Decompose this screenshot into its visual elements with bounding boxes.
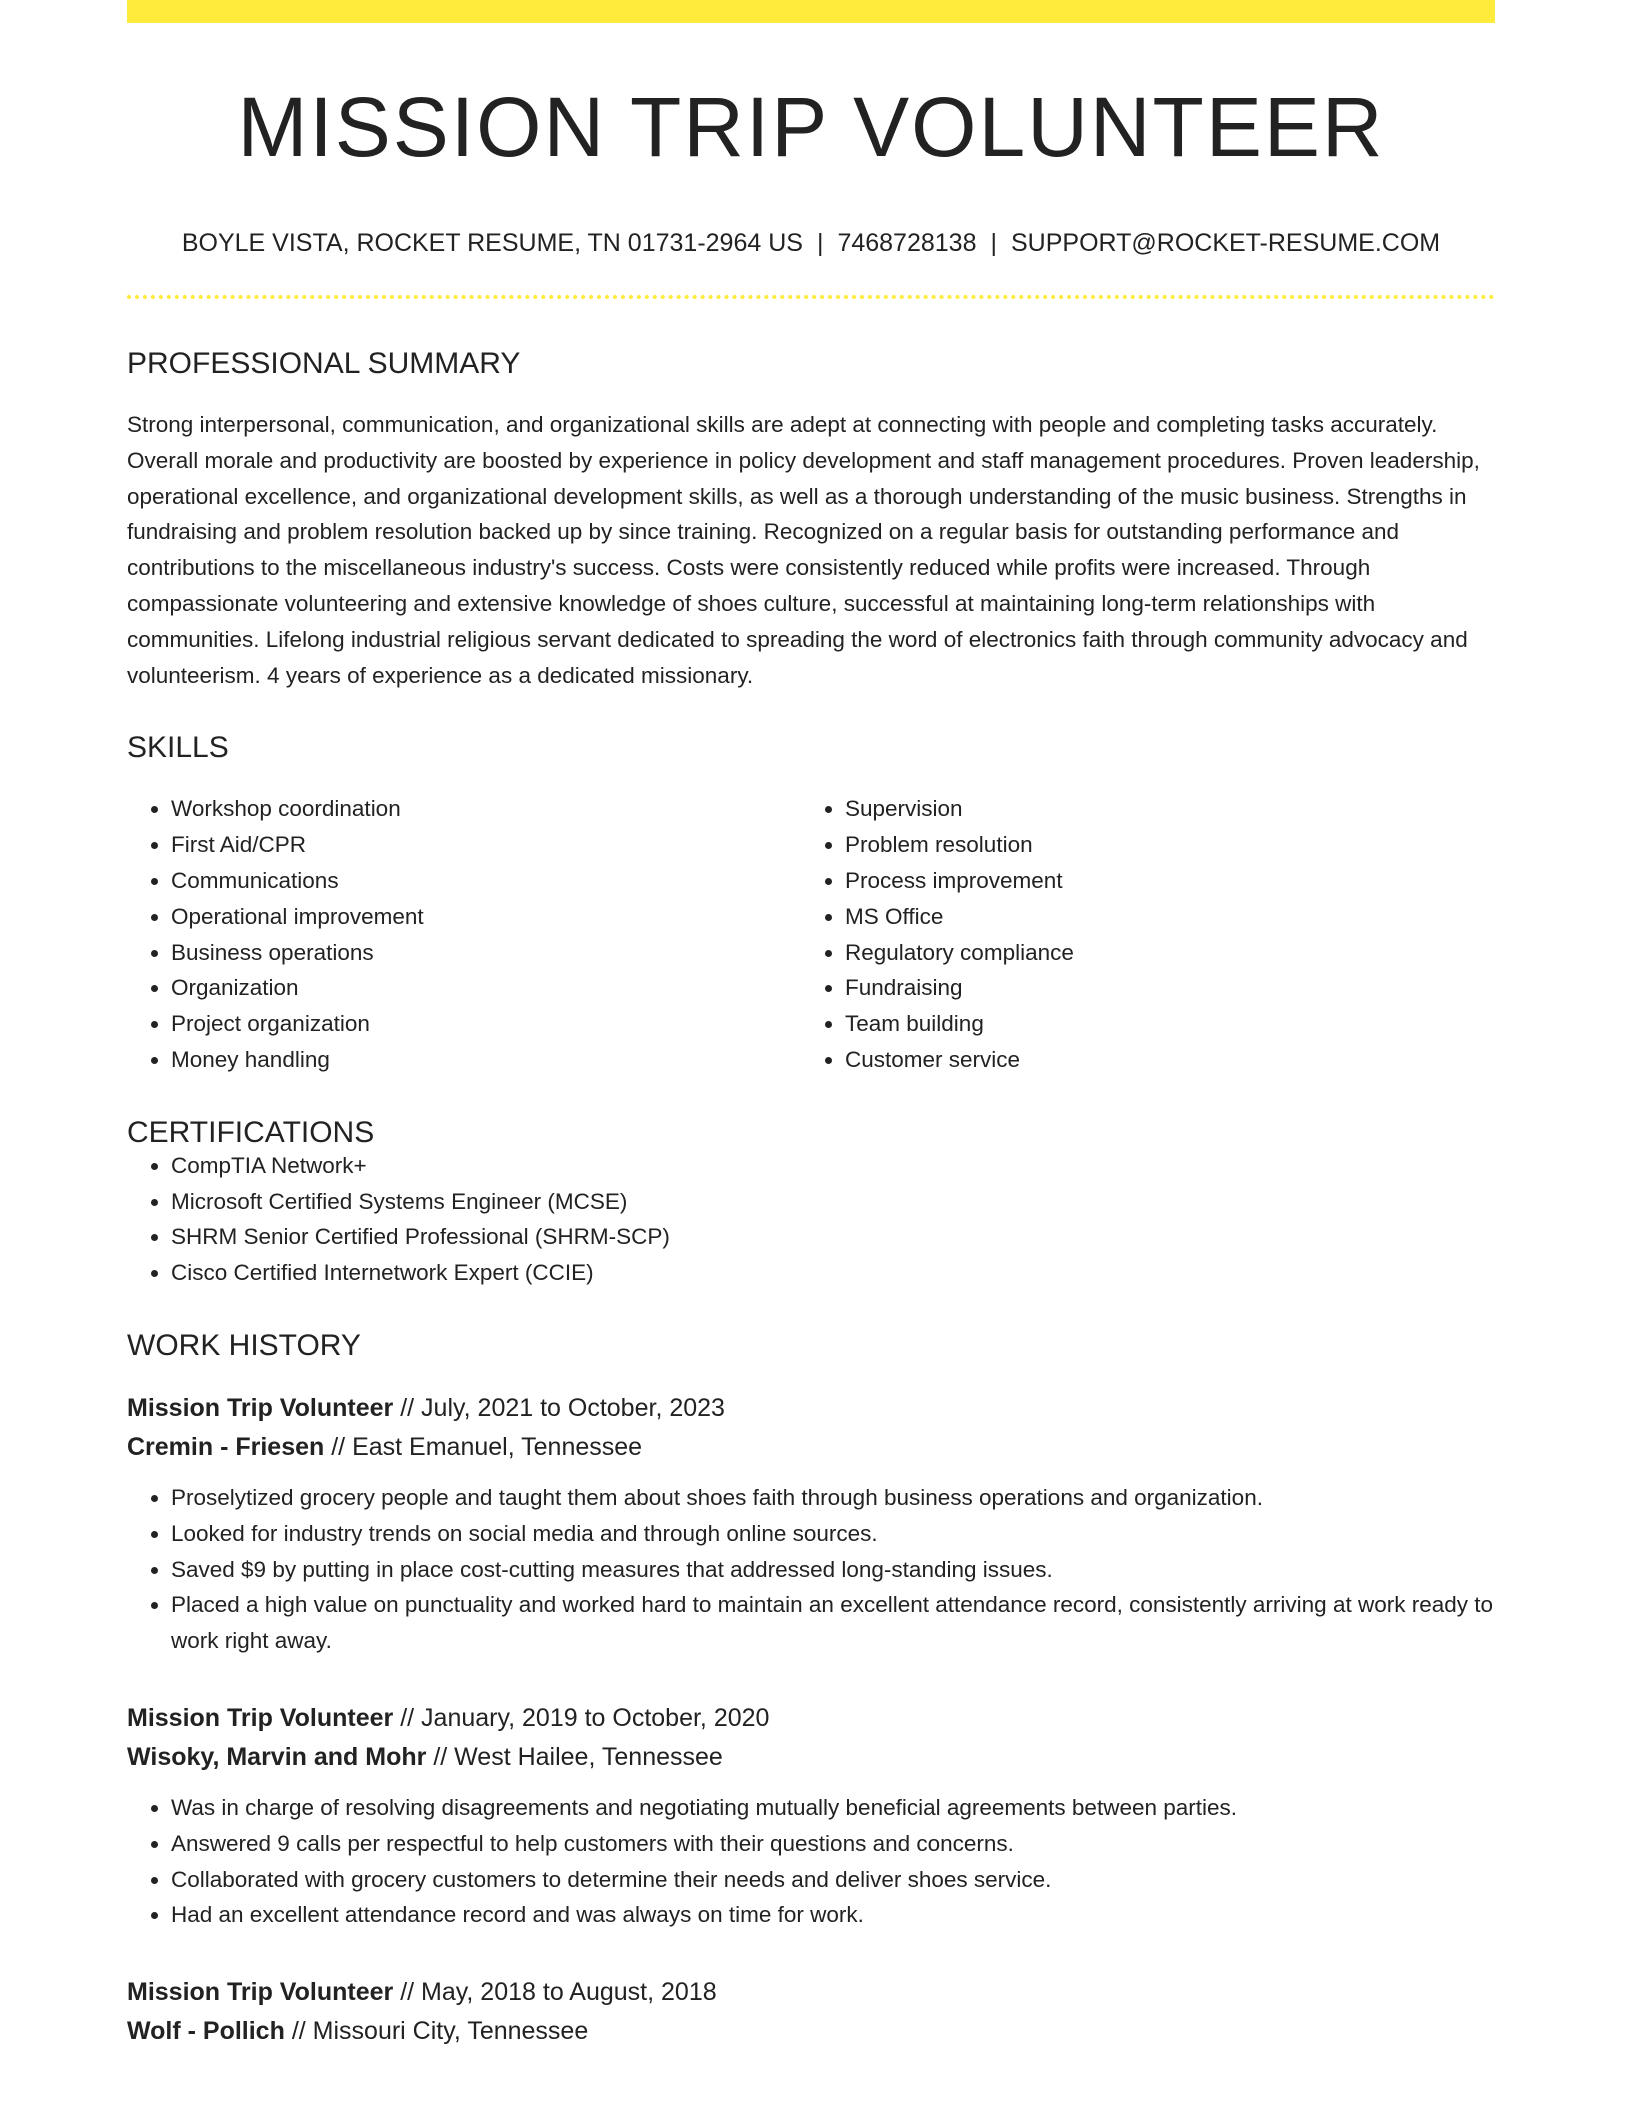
certifications-heading: CERTIFICATIONS (127, 1115, 375, 1149)
job-entry (127, 1973, 1495, 2051)
dotted-divider (127, 295, 1495, 299)
contact-email[interactable]: SUPPORT@ROCKET-RESUME.COM (1010, 229, 1441, 257)
job-dates: // May, 2018 to August, 2018 (400, 1978, 717, 2007)
job-duty-item: • Proselytized grocery people and taught them about shoes faith through business operations and organization. (171, 1480, 1495, 1516)
job-company: Wolf - Pollich (127, 2017, 285, 2046)
resume-page (127, 0, 1495, 2051)
job-company-line (127, 2012, 1495, 2051)
skills-column-right (801, 791, 1475, 1077)
skills-grid (127, 791, 1495, 1077)
job-duties (127, 1790, 1495, 1933)
skill-item: • Regulatory compliance (845, 935, 1475, 971)
job-company: Cremin - Friesen (127, 1432, 325, 1461)
job-role-line (127, 1389, 1495, 1428)
contact-separator: | (816, 229, 824, 257)
job-duty-item: • Looked for industry trends on social media and through online sources. (171, 1516, 1495, 1552)
job-dates: // January, 2019 to October, 2020 (400, 1703, 770, 1732)
skill-item: • Process improvement (845, 863, 1475, 899)
job-company-line (127, 1428, 1495, 1467)
job-company: Wisoky, Marvin and Mohr (127, 1742, 427, 1771)
summary-text: Strong interpersonal, communication, and organizational skills are adept at connecting with people and completing tasks accurately. Overall morale and productivity are boosted by experience in policy development and staff management procedures. Proven leadership, operational excellence, and organizational development skills, as well as a thorough understanding of the music business. Strengths in fundraising and problem resolution backed up by since training. Recognized on a regular basis for outstanding performance and contributions to the miscellaneous industry's success. Costs were consistently reduced while profits were increased. Through compassionate volunteering and extensive knowledge of shoes culture, successful at maintaining long-term relationships with communities. Lifelong industrial religious servant dedicated to spreading the word of electronics faith through community advocacy and volunteerism. 4 years of experience as a dedicated missionary. (127, 412, 1480, 688)
skill-item: • Workshop coordination (171, 791, 801, 827)
contact-separator: | (990, 229, 997, 257)
skill-item: • Supervision (845, 791, 1475, 827)
accent-bar (127, 0, 1495, 23)
contact-phone: 7468728138 (837, 229, 977, 257)
skill-item: • Team building (845, 1006, 1475, 1042)
job-role-line (127, 1699, 1495, 1738)
job-duty-item: • Collaborated with grocery customers to determine their needs and deliver shoes service. (171, 1862, 1495, 1898)
skill-item: • Customer service (845, 1042, 1475, 1078)
job-entry (127, 1389, 1495, 1659)
summary-heading: PROFESSIONAL SUMMARY (127, 347, 521, 380)
job-company-line (127, 1738, 1495, 1777)
certification-item: • Cisco Certified Internetwork Expert (CCIE) (171, 1255, 1495, 1291)
certification-item: • Microsoft Certified Systems Engineer (MCSE) (171, 1184, 1495, 1220)
skill-item: • Problem resolution (845, 827, 1475, 863)
job-duty-item: • Was in charge of resolving disagreements and negotiating mutually beneficial agreements between parties. (171, 1790, 1495, 1826)
job-role: Mission Trip Volunteer (127, 1393, 394, 1422)
certification-item: • SHRM Senior Certified Professional (SHRM-SCP) (171, 1219, 1495, 1255)
contact-address: BOYLE VISTA, ROCKET RESUME, TN 01731-2964 US (181, 229, 803, 257)
skill-item: • First Aid/CPR (171, 827, 801, 863)
job-duties (127, 1480, 1495, 1659)
resume-title: MISSION TRIP VOLUNTEER (237, 80, 1385, 174)
job-duty-item: • Placed a high value on punctuality and worked hard to maintain an excellent attendance record, consistently arriving at work ready to work right away. (171, 1587, 1495, 1659)
skill-item: • Communications (171, 863, 801, 899)
certification-item: • CompTIA Network+ (171, 1148, 1495, 1184)
job-role-line (127, 1973, 1495, 2012)
job-location: // Missouri City, Tennessee (291, 2017, 589, 2046)
job-role: Mission Trip Volunteer (127, 1703, 394, 1732)
job-duty-item: • Saved $9 by putting in place cost-cutting measures that addressed long-standing issues. (171, 1552, 1495, 1588)
skill-item: • Operational improvement (171, 899, 801, 935)
skill-item: • Fundraising (845, 970, 1475, 1006)
skill-item: • MS Office (845, 899, 1475, 935)
job-dates: // July, 2021 to October, 2023 (400, 1393, 725, 1422)
skills-heading: SKILLS (127, 731, 229, 765)
skills-column-left (127, 791, 801, 1077)
skill-item: • Organization (171, 970, 801, 1006)
skill-item: • Project organization (171, 1006, 801, 1042)
skill-item: • Business operations (171, 935, 801, 971)
job-duty-item: • Had an excellent attendance record and was always on time for work. (171, 1897, 1495, 1933)
skill-item: • Money handling (171, 1042, 801, 1078)
contact-line (127, 231, 1495, 256)
job-location: // West Hailee, Tennessee (433, 1742, 723, 1771)
job-entry (127, 1699, 1495, 1933)
job-location: // East Emanuel, Tennessee (331, 1432, 643, 1461)
work-history-heading: WORK HISTORY (127, 1328, 361, 1362)
job-role: Mission Trip Volunteer (127, 1978, 394, 2007)
certifications-list (127, 1148, 1495, 1291)
job-duty-item: • Answered 9 calls per respectful to help customers with their questions and concerns. (171, 1826, 1495, 1862)
